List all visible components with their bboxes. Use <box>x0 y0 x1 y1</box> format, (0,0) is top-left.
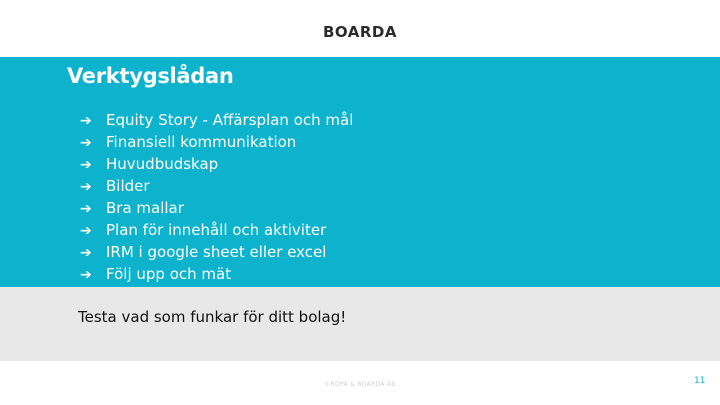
list-item-label: Följ upp och mät <box>106 265 232 283</box>
list-item <box>80 175 353 197</box>
list-item-label: Equity Story - Affärsplan och mål <box>106 111 354 129</box>
arrow-right-icon: ➔ <box>80 245 92 261</box>
list-item <box>80 197 353 219</box>
list-item-label: Bilder <box>106 177 150 195</box>
arrow-right-icon: ➔ <box>80 157 92 173</box>
list-item-label: IRM i google sheet eller excel <box>106 243 327 261</box>
note-text: Testa vad som funkar för ditt bolag! <box>78 308 347 326</box>
list-item <box>80 153 353 175</box>
arrow-right-icon: ➔ <box>80 267 92 283</box>
list-item <box>80 263 353 285</box>
note-band <box>0 287 720 361</box>
list-item-label: Plan för innehåll och aktiviter <box>106 221 327 239</box>
arrow-right-icon: ➔ <box>80 201 92 217</box>
list-item-label: Huvudbudskap <box>106 155 219 173</box>
list-item <box>80 109 353 131</box>
boarda-logo: BOARDA <box>322 23 397 41</box>
content-band <box>0 57 720 287</box>
list-item <box>80 131 353 153</box>
footer-copyright: ©ROPA & BOARDA AB <box>324 381 396 388</box>
toolbox-list <box>80 109 353 285</box>
list-item <box>80 241 353 263</box>
arrow-right-icon: ➔ <box>80 113 92 129</box>
list-item <box>80 219 353 241</box>
list-item-label: Finansiell kommunikation <box>106 133 297 151</box>
page-number: 11 <box>694 376 706 386</box>
arrow-right-icon: ➔ <box>80 223 92 239</box>
arrow-right-icon: ➔ <box>80 135 92 151</box>
list-item-label: Bra mallar <box>106 199 184 217</box>
slide-title: Verktygslådan <box>67 64 234 88</box>
arrow-right-icon: ➔ <box>80 179 92 195</box>
